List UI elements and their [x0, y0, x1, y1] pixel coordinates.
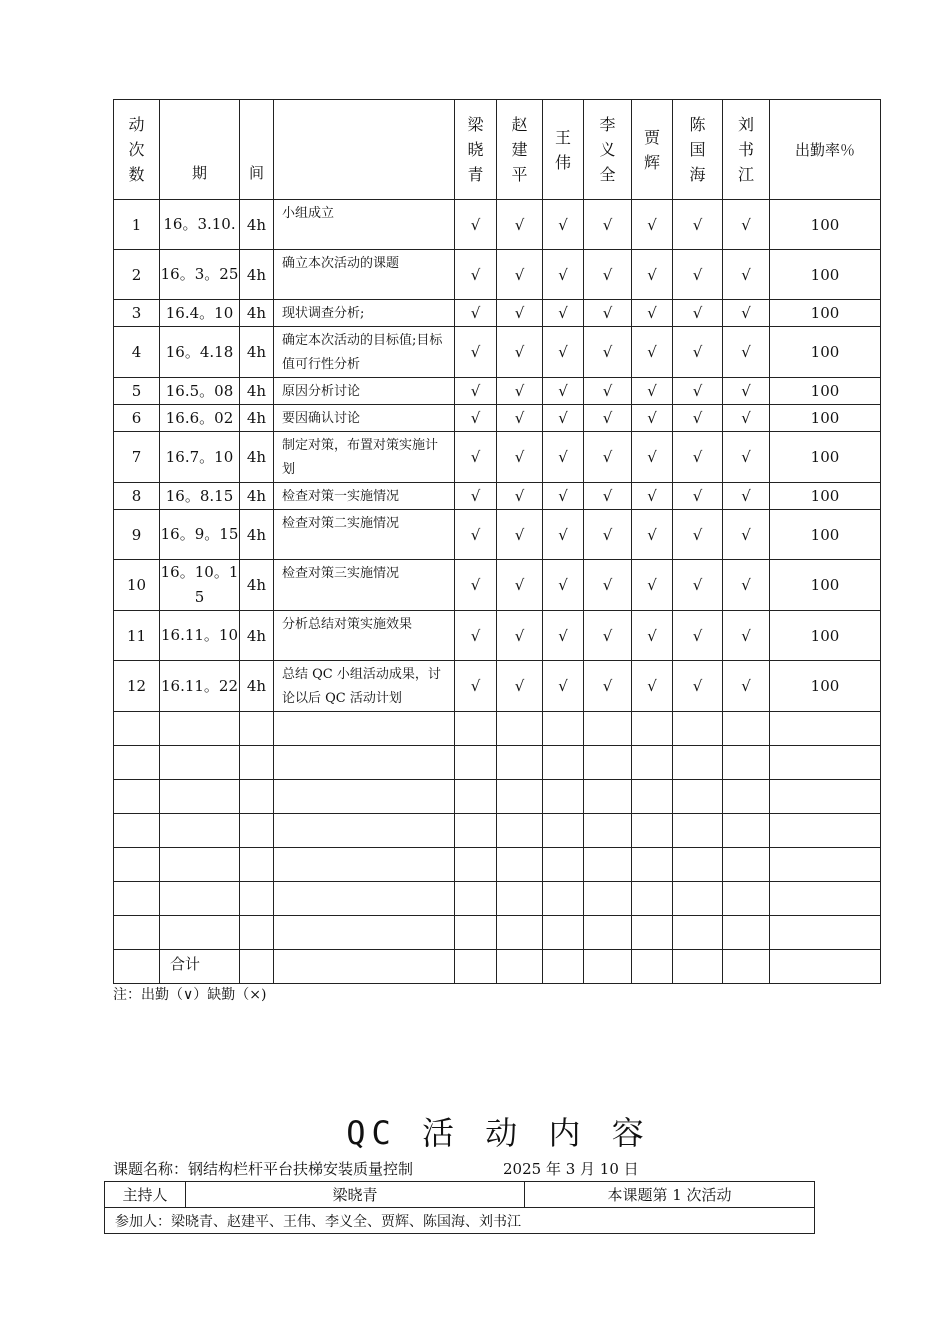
empty-cell: [497, 950, 543, 984]
attendance-body: [114, 100, 881, 984]
table-row: [114, 560, 881, 611]
empty-cell: [274, 712, 455, 746]
empty-cell: [160, 780, 240, 814]
attendance-mark: √: [632, 432, 673, 483]
attendance-mark: √: [543, 510, 584, 560]
header-member: 赵建平: [497, 100, 543, 200]
attendance-mark: √: [632, 560, 673, 611]
attendance-mark: √: [584, 510, 632, 560]
attendance-mark: √: [673, 327, 723, 378]
row-number: 3: [114, 300, 160, 327]
empty-cell: [770, 814, 881, 848]
table-row: [114, 300, 881, 327]
empty-cell: [770, 848, 881, 882]
empty-cell: [584, 746, 632, 780]
attendance-mark: √: [584, 200, 632, 250]
attendance-mark: √: [455, 378, 497, 405]
row-number: 2: [114, 250, 160, 300]
attendance-mark: √: [723, 483, 770, 510]
session-count: 本课题第 1 次活动: [525, 1182, 815, 1208]
attendance-mark: √: [497, 510, 543, 560]
row-topic: 制定对策，布置对策实施计划: [274, 432, 455, 483]
row-duration: 4h: [240, 560, 274, 611]
row-rate: 100: [770, 327, 881, 378]
empty-row: [114, 848, 881, 882]
row-number: 10: [114, 560, 160, 611]
attendance-mark: √: [632, 250, 673, 300]
subject-name: 钢结构栏杆平台扶梯安装质量控制: [188, 1160, 414, 1178]
empty-row: [114, 882, 881, 916]
attendance-mark: √: [455, 327, 497, 378]
empty-cell: [160, 814, 240, 848]
empty-cell: [632, 814, 673, 848]
row-number: 8: [114, 483, 160, 510]
empty-cell: [274, 950, 455, 984]
attendance-mark: √: [497, 405, 543, 432]
empty-cell: [240, 848, 274, 882]
attendance-mark: √: [632, 405, 673, 432]
row-date: 16.7。10: [160, 432, 240, 483]
empty-cell: [455, 848, 497, 882]
empty-cell: [673, 814, 723, 848]
empty-cell: [723, 848, 770, 882]
row-duration: 4h: [240, 611, 274, 661]
row-topic: 小组成立: [274, 200, 455, 250]
row-duration: 4h: [240, 510, 274, 560]
attendance-mark: √: [723, 611, 770, 661]
empty-cell: [114, 814, 160, 848]
attendance-mark: √: [584, 378, 632, 405]
empty-cell: [497, 746, 543, 780]
row-number: 11: [114, 611, 160, 661]
attendance-mark: √: [723, 300, 770, 327]
empty-cell: [160, 848, 240, 882]
row-number: 7: [114, 432, 160, 483]
empty-row: [114, 712, 881, 746]
attendance-mark: √: [673, 405, 723, 432]
attendance-mark: √: [673, 378, 723, 405]
empty-cell: [240, 780, 274, 814]
empty-cell: [114, 882, 160, 916]
row-rate: 100: [770, 200, 881, 250]
attendance-mark: √: [455, 405, 497, 432]
attendance-mark: √: [543, 250, 584, 300]
empty-cell: [114, 746, 160, 780]
attendance-mark: √: [497, 378, 543, 405]
empty-cell: [497, 780, 543, 814]
row-number: 1: [114, 200, 160, 250]
header-date: 期: [160, 100, 240, 200]
subject-label: 课题名称：: [113, 1160, 189, 1178]
empty-cell: [723, 814, 770, 848]
row-date: 16。4.18: [160, 327, 240, 378]
attendance-mark: √: [455, 661, 497, 712]
header-member: 贾辉: [632, 100, 673, 200]
empty-cell: [497, 814, 543, 848]
empty-cell: [543, 814, 584, 848]
empty-cell: [160, 746, 240, 780]
attendance-mark: √: [584, 611, 632, 661]
empty-cell: [455, 780, 497, 814]
empty-cell: [543, 712, 584, 746]
empty-cell: [240, 712, 274, 746]
empty-cell: [543, 746, 584, 780]
row-duration: 4h: [240, 250, 274, 300]
attendance-mark: √: [543, 327, 584, 378]
row-rate: 100: [770, 611, 881, 661]
table-row: [114, 483, 881, 510]
row-number: 9: [114, 510, 160, 560]
empty-cell: [584, 916, 632, 950]
row-topic: 分析总结对策实施效果: [274, 611, 455, 661]
row-rate: 100: [770, 510, 881, 560]
table-row: [114, 200, 881, 250]
empty-cell: [673, 712, 723, 746]
participants-row: [105, 1208, 815, 1234]
empty-cell: [455, 882, 497, 916]
row-date: 16。8.15: [160, 483, 240, 510]
attendance-mark: √: [673, 661, 723, 712]
attendance-mark: √: [632, 483, 673, 510]
attendance-mark: √: [673, 560, 723, 611]
attendance-mark: √: [723, 510, 770, 560]
attendance-mark: √: [584, 483, 632, 510]
row-rate: 100: [770, 405, 881, 432]
attendance-table: [113, 99, 881, 984]
empty-cell: [114, 950, 160, 984]
host-row: [105, 1182, 815, 1208]
attendance-mark: √: [455, 200, 497, 250]
attendance-mark: √: [632, 611, 673, 661]
attendance-mark: √: [497, 200, 543, 250]
table-row: [114, 661, 881, 712]
attendance-mark: √: [543, 483, 584, 510]
row-rate: 100: [770, 432, 881, 483]
total-label: 合计: [160, 950, 240, 984]
row-date: 16。9。15: [160, 510, 240, 560]
table-row: [114, 250, 881, 300]
attendance-mark: √: [632, 327, 673, 378]
attendance-mark: √: [543, 611, 584, 661]
empty-cell: [632, 882, 673, 916]
empty-cell: [770, 882, 881, 916]
empty-cell: [274, 780, 455, 814]
empty-cell: [723, 882, 770, 916]
empty-cell: [160, 712, 240, 746]
empty-cell: [497, 882, 543, 916]
empty-row: [114, 746, 881, 780]
attendance-mark: √: [632, 200, 673, 250]
attendance-mark: √: [584, 432, 632, 483]
attendance-mark: √: [543, 300, 584, 327]
empty-cell: [114, 712, 160, 746]
row-rate: 100: [770, 560, 881, 611]
attendance-mark: √: [723, 378, 770, 405]
empty-cell: [455, 950, 497, 984]
empty-cell: [114, 780, 160, 814]
header-member: 陈国海: [673, 100, 723, 200]
empty-cell: [673, 882, 723, 916]
attendance-mark: √: [584, 327, 632, 378]
total-row: [114, 950, 881, 984]
attendance-mark: √: [543, 405, 584, 432]
header-rate: 出勤率％: [770, 100, 881, 200]
empty-cell: [770, 780, 881, 814]
empty-cell: [240, 746, 274, 780]
attendance-mark: √: [723, 661, 770, 712]
table-row: [114, 405, 881, 432]
row-date: 16。3。25: [160, 250, 240, 300]
empty-cell: [723, 712, 770, 746]
host-name: 梁晓青: [186, 1182, 525, 1208]
empty-cell: [543, 848, 584, 882]
row-topic: 确定本次活动的目标值;目标值可行性分析: [274, 327, 455, 378]
attendance-mark: √: [673, 611, 723, 661]
attendance-mark: √: [584, 300, 632, 327]
empty-cell: [240, 916, 274, 950]
empty-cell: [584, 780, 632, 814]
attendance-mark: √: [543, 560, 584, 611]
empty-cell: [584, 950, 632, 984]
empty-cell: [632, 916, 673, 950]
attendance-mark: √: [723, 432, 770, 483]
row-topic: 现状调查分析;: [274, 300, 455, 327]
participants-list: 梁晓青、赵建平、王伟、李义全、贾辉、陈国海、刘书江: [171, 1213, 521, 1230]
attendance-mark: √: [673, 250, 723, 300]
empty-cell: [584, 848, 632, 882]
row-duration: 4h: [240, 378, 274, 405]
header-time: 间: [240, 100, 274, 200]
empty-cell: [274, 916, 455, 950]
attendance-mark: √: [584, 250, 632, 300]
attendance-mark: √: [497, 611, 543, 661]
table-row: [114, 611, 881, 661]
empty-cell: [455, 916, 497, 950]
attendance-mark: √: [584, 560, 632, 611]
attendance-mark: √: [584, 405, 632, 432]
row-rate: 100: [770, 300, 881, 327]
header-member: 梁晓青: [455, 100, 497, 200]
attendance-mark: √: [584, 661, 632, 712]
empty-cell: [274, 882, 455, 916]
empty-cell: [673, 780, 723, 814]
attendance-mark: √: [723, 327, 770, 378]
qc-info-table: [104, 1181, 815, 1234]
empty-cell: [632, 950, 673, 984]
empty-cell: [770, 712, 881, 746]
attendance-note: 注：出勤（∨）缺勤（×): [113, 987, 267, 1003]
row-rate: 100: [770, 250, 881, 300]
empty-cell: [455, 746, 497, 780]
empty-cell: [455, 814, 497, 848]
row-rate: 100: [770, 378, 881, 405]
attendance-mark: √: [497, 560, 543, 611]
attendance-mark: √: [543, 200, 584, 250]
row-duration: 4h: [240, 405, 274, 432]
empty-cell: [240, 882, 274, 916]
empty-cell: [160, 882, 240, 916]
attendance-mark: √: [497, 327, 543, 378]
empty-cell: [723, 950, 770, 984]
row-date: 16.6。02: [160, 405, 240, 432]
participants-cell: [105, 1208, 815, 1234]
table-row: [114, 510, 881, 560]
empty-cell: [543, 950, 584, 984]
empty-row: [114, 780, 881, 814]
attendance-mark: √: [497, 661, 543, 712]
empty-cell: [543, 916, 584, 950]
row-topic: 原因分析讨论: [274, 378, 455, 405]
row-duration: 4h: [240, 483, 274, 510]
attendance-mark: √: [632, 378, 673, 405]
row-topic: 要因确认讨论: [274, 405, 455, 432]
row-duration: 4h: [240, 300, 274, 327]
empty-cell: [543, 780, 584, 814]
table-row: [114, 432, 881, 483]
header-topic: [274, 100, 455, 200]
empty-cell: [632, 746, 673, 780]
row-duration: 4h: [240, 661, 274, 712]
attendance-header-row: [114, 100, 881, 200]
attendance-mark: √: [455, 432, 497, 483]
row-topic: 检查对策三实施情况: [274, 560, 455, 611]
header-no: 动次数: [114, 100, 160, 200]
participants-label: 参加人：: [115, 1213, 171, 1230]
attendance-mark: √: [543, 432, 584, 483]
row-topic: 检查对策二实施情况: [274, 510, 455, 560]
empty-cell: [543, 882, 584, 916]
attendance-mark: √: [455, 510, 497, 560]
row-number: 6: [114, 405, 160, 432]
attendance-mark: √: [673, 510, 723, 560]
attendance-mark: √: [455, 483, 497, 510]
attendance-mark: √: [543, 661, 584, 712]
attendance-mark: √: [723, 560, 770, 611]
attendance-mark: √: [723, 200, 770, 250]
empty-cell: [770, 950, 881, 984]
row-date: 16.5。08: [160, 378, 240, 405]
activity-date: 2025 年 3 月 10 日: [503, 1160, 639, 1178]
attendance-mark: √: [455, 611, 497, 661]
empty-cell: [770, 916, 881, 950]
empty-cell: [497, 916, 543, 950]
empty-cell: [497, 712, 543, 746]
empty-row: [114, 916, 881, 950]
attendance-mark: √: [632, 510, 673, 560]
attendance-mark: √: [543, 378, 584, 405]
empty-cell: [160, 916, 240, 950]
empty-cell: [673, 848, 723, 882]
row-date: 16.11。22: [160, 661, 240, 712]
row-duration: 4h: [240, 327, 274, 378]
table-row: [114, 378, 881, 405]
row-rate: 100: [770, 661, 881, 712]
attendance-mark: √: [673, 483, 723, 510]
attendance-mark: √: [723, 250, 770, 300]
empty-cell: [673, 916, 723, 950]
attendance-mark: √: [497, 250, 543, 300]
table-row: [114, 327, 881, 378]
row-date: 16.4。10: [160, 300, 240, 327]
row-number: 12: [114, 661, 160, 712]
row-topic: 确立本次活动的课题: [274, 250, 455, 300]
qc-title: QC 活 动 内 容: [346, 1114, 650, 1152]
empty-cell: [114, 916, 160, 950]
empty-cell: [240, 814, 274, 848]
attendance-mark: √: [455, 560, 497, 611]
attendance-mark: √: [673, 432, 723, 483]
empty-cell: [723, 916, 770, 950]
attendance-mark: √: [497, 483, 543, 510]
row-date: 16.11。10: [160, 611, 240, 661]
empty-cell: [455, 712, 497, 746]
row-topic: 检查对策一实施情况: [274, 483, 455, 510]
header-member: 刘书江: [723, 100, 770, 200]
row-number: 4: [114, 327, 160, 378]
attendance-mark: √: [632, 661, 673, 712]
empty-cell: [723, 746, 770, 780]
empty-cell: [274, 814, 455, 848]
subject-line: [113, 1158, 413, 1179]
row-number: 5: [114, 378, 160, 405]
empty-cell: [114, 848, 160, 882]
attendance-mark: √: [455, 250, 497, 300]
empty-cell: [632, 780, 673, 814]
empty-row: [114, 814, 881, 848]
row-date: 16。10。15: [160, 560, 240, 611]
attendance-mark: √: [497, 300, 543, 327]
header-member: 王伟: [543, 100, 584, 200]
empty-cell: [723, 780, 770, 814]
empty-cell: [240, 950, 274, 984]
empty-cell: [673, 950, 723, 984]
empty-cell: [584, 882, 632, 916]
empty-cell: [673, 746, 723, 780]
empty-cell: [497, 848, 543, 882]
empty-cell: [770, 746, 881, 780]
empty-cell: [632, 848, 673, 882]
header-member: 李义全: [584, 100, 632, 200]
empty-cell: [274, 848, 455, 882]
empty-cell: [632, 712, 673, 746]
attendance-mark: √: [673, 300, 723, 327]
attendance-mark: √: [455, 300, 497, 327]
attendance-mark: √: [632, 300, 673, 327]
row-rate: 100: [770, 483, 881, 510]
empty-cell: [584, 712, 632, 746]
row-duration: 4h: [240, 200, 274, 250]
attendance-mark: √: [723, 405, 770, 432]
attendance-mark: √: [497, 432, 543, 483]
empty-cell: [584, 814, 632, 848]
empty-cell: [274, 746, 455, 780]
row-duration: 4h: [240, 432, 274, 483]
attendance-mark: √: [673, 200, 723, 250]
host-label: 主持人: [105, 1182, 186, 1208]
row-topic: 总结 QC 小组活动成果，讨论以后 QC 活动计划: [274, 661, 455, 712]
row-date: 16。3.10.: [160, 200, 240, 250]
